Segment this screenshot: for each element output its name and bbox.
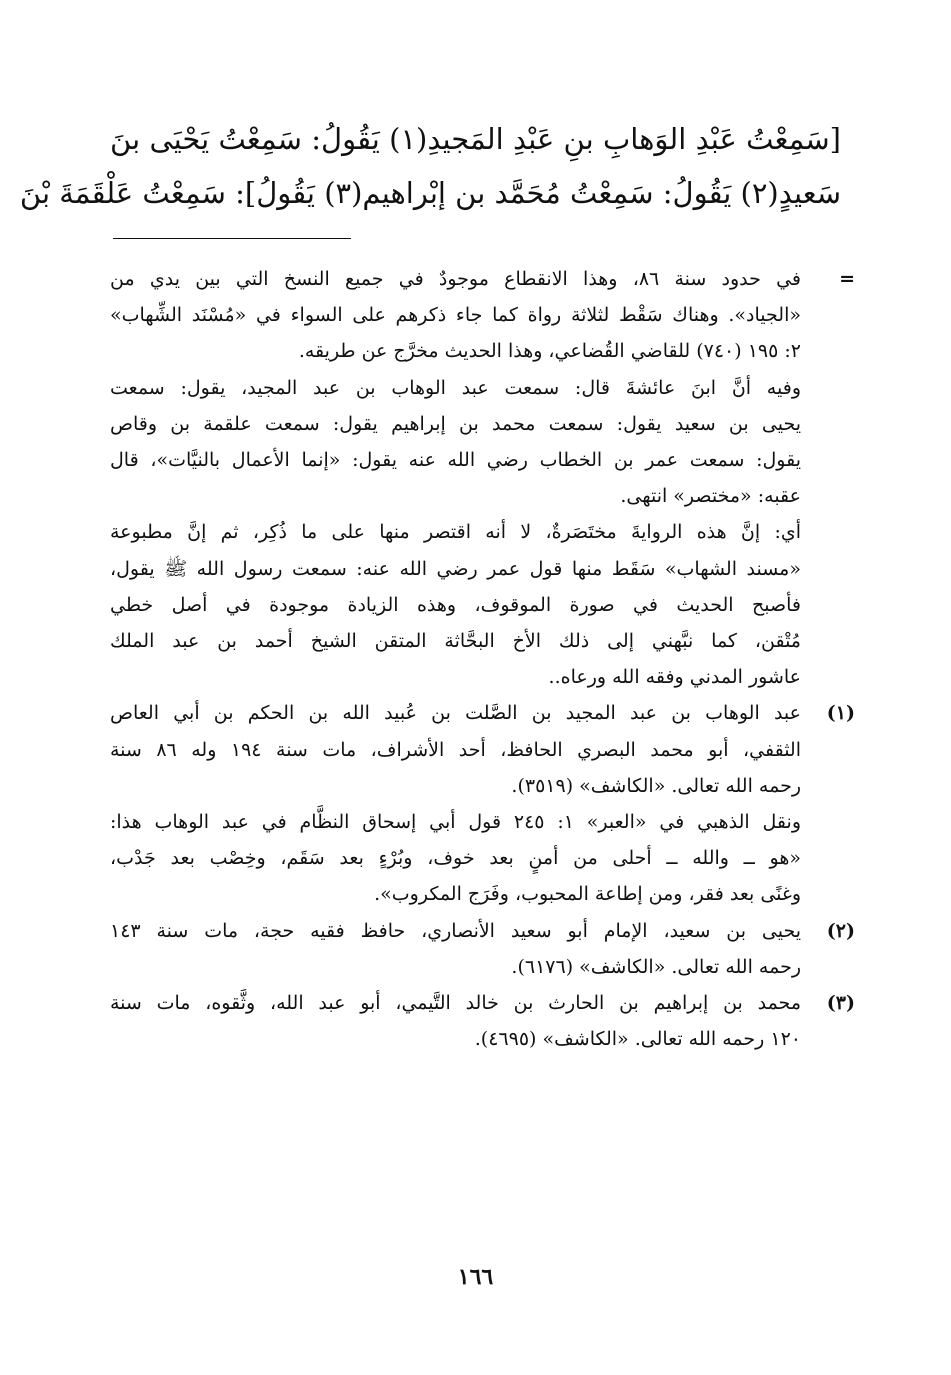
footnote-line: «مسند الشهاب» سَقَط منها قول عمر رضي الله عنه: سمعت رسول الله ﷺ يقول، <box>110 557 801 580</box>
footnote-marker: (٣) <box>826 992 855 1015</box>
footnote-line: ١٢٠ رحمه الله تعالى. «الكاشف» (٤٦٩٥). <box>474 1028 801 1051</box>
footnote-line: عاشور المدني وفقه الله ورعاه.. <box>548 666 801 689</box>
footnote-line: «هو ــ والله ــ أحلى من أمنٍ بعد خوف، وبُرْءٍ بعد سَقَم، وخِصْب بعد جَدْب، <box>110 847 801 870</box>
main-text <box>19 112 841 220</box>
footnote-line: في حدود سنة ٨٦، وهذا الانقطاع موجودٌ في جميع النسخ التي بين يدي من <box>110 268 801 290</box>
footnote-line: يحيى بن سعيد، الإمام أبو سعيد الأنصاري، حافظ فقيه حجة، مات سنة ١٤٣ <box>110 919 801 942</box>
footnote-marker: (١) <box>826 702 855 725</box>
footnotes <box>110 261 855 1057</box>
footnote-line: «الجياد». وهناك سَقْط لثلاثة رواة كما جاء ذكرهم على السواء في «مُسْنَد الشِّهاب» <box>110 304 801 327</box>
main-text-line: سَعيدٍ(٢) يَقُولُ: سَمِعْتُ مُحَمَّد بن إبْراهيم(٣) يَقُولُ]: سَمِعْتُ عَلْقَمَةَ بْنَ <box>19 176 841 210</box>
footnote-line: عبد الوهاب بن عبد المجيد بن الصَّلت بن عُبيد الله بن الحكم بن أبي العاص <box>110 702 801 725</box>
footnote-marker: (٢) <box>826 919 855 942</box>
footnote-separator <box>110 220 841 239</box>
footnote-3 <box>110 985 855 1057</box>
footnote-continuation <box>110 261 855 695</box>
page-number: ١٦٦ <box>457 1264 494 1290</box>
footnote-line: رحمه الله تعالى. «الكاشف» (٦١٧٦). <box>511 955 801 978</box>
footnote-1 <box>110 695 855 912</box>
footnote-line: ٢: ١٩٥ (٧٤٠) للقاضي القُضاعي، وهذا الحديث مخرَّج عن طريقه. <box>298 340 801 363</box>
footnote-marker: = <box>839 268 855 290</box>
footnote-line: يحيى بن سعيد يقول: سمعت محمد بن إبراهيم يقول: سمعت علقمة بن وقاص <box>110 412 801 435</box>
footnote-line: محمد بن إبراهيم بن الحارث بن خالد التَّيمي، أبو عبد الله، وثَّقوه، مات سنة <box>110 992 801 1015</box>
footnote-2 <box>110 913 855 985</box>
book-page <box>19 112 855 1312</box>
footnote-line: وفيه أنَّ ابنَ عائشةَ قال: سمعت عبد الوهاب بن عبد المجيد، يقول: سمعت <box>110 376 801 399</box>
footnote-line: أي: إنَّ هذه الروايةَ مختَصَرةٌ، لا أنه اقتصر منها على ما ذُكِر، ثم إنَّ مطبوعة <box>110 521 801 544</box>
footnote-line: فأصبح الحديث في صورة الموقوف، وهذه الزيادة موجودة في أصل خطي <box>110 593 801 616</box>
footnote-line: وغنًى بعد فقر، ومن إطاعة المحبوب، وفَرَج المكروب». <box>374 883 801 906</box>
footnote-line: مُتْقن، كما نبَّهني إلى ذلك الأخ البحَّاثة المتقن الشيخ أحمد بن عبد الملك <box>110 630 801 653</box>
footnote-line: يقول: سمعت عمر بن الخطاب رضي الله عنه يقول: «إنما الأعمال بالنيَّات»، قال <box>110 449 801 472</box>
footnote-line: الثقفي، أبو محمد البصري الحافظ، أحد الأشراف، مات سنة ١٩٤ وله ٨٦ سنة <box>110 738 801 761</box>
footnote-line: ونقل الذهبي في «العبر» ١: ٢٤٥ قول أبي إسحاق النظَّام في عبد الوهاب هذا: <box>110 811 801 834</box>
footnote-line: عقبه: «مختصر» انتهى. <box>620 485 801 508</box>
footnote-line: رحمه الله تعالى. «الكاشف» (٣٥١٩). <box>511 774 801 797</box>
main-text-line: [سَمِعْتُ عَبْدِ الوَهابِ بنِ عَبْدِ المَجيدِ(١) يَقُولُ: سَمِعْتُ يَحْيَى بنَ <box>110 122 841 156</box>
